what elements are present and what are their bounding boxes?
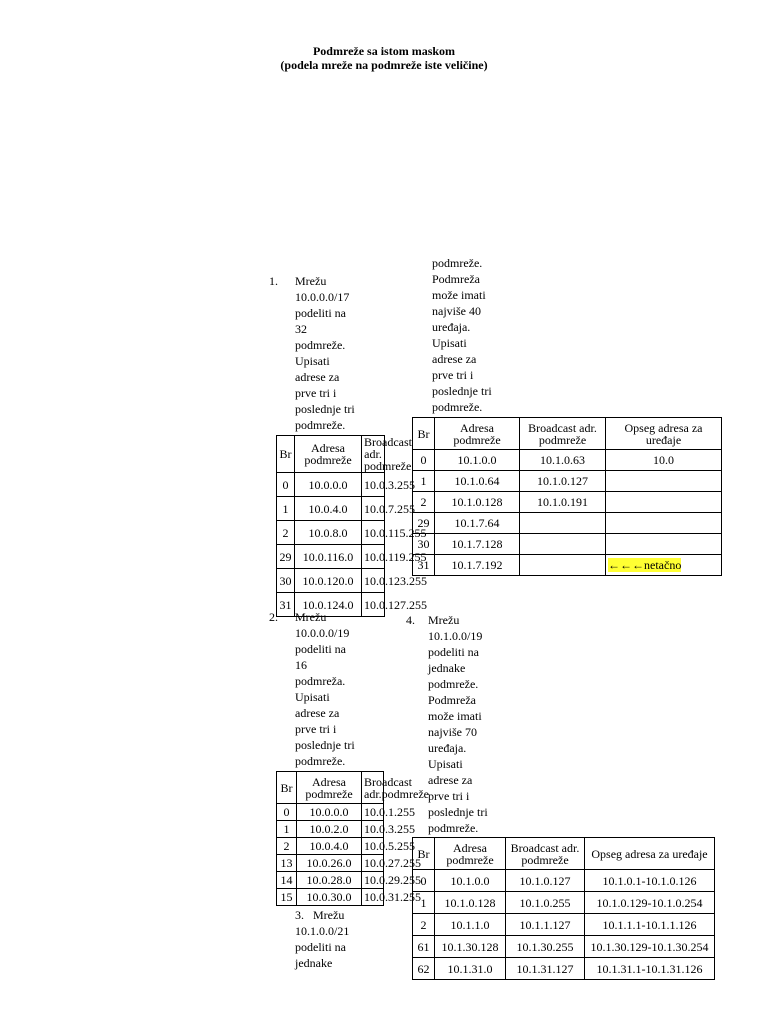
table-row — [413, 936, 715, 958]
cell-range: 10.1.1.1-10.1.1.126 — [585, 914, 715, 936]
cell-broadcast: 10.0.3.255 — [362, 821, 384, 838]
cell-broadcast: 10.1.31.127 — [506, 958, 585, 980]
task4-instructions: Mrežu 10.1.0.0/19 podeliti na jednake podmreže. Podmreža može imati najviše 70 uređaja. Upisati adrese za prve tri i poslednje tri podmreže. — [428, 613, 488, 835]
header-broadcast: Broadcast adr. podmreže — [362, 436, 385, 473]
header-broadcast: Broadcast adr.podmreže — [362, 772, 384, 804]
header-range: Opseg adresa za uređaje — [585, 838, 715, 870]
cell-range: 10.0 — [606, 450, 722, 471]
cell-address: 10.0.116.0 — [295, 545, 362, 569]
cell-address: 10.1.0.64 — [435, 471, 520, 492]
cell-broadcast: 10.0.115.255 — [362, 521, 385, 545]
cell-address: 10.1.7.192 — [435, 555, 520, 576]
table-row — [413, 513, 722, 534]
table-row — [277, 821, 384, 838]
table-row — [277, 889, 384, 906]
cell-broadcast: 10.1.0.255 — [506, 892, 585, 914]
incorrect-note — [608, 558, 681, 572]
cell-br: 29 — [413, 513, 435, 534]
cell-address: 10.0.30.0 — [297, 889, 362, 906]
task2-number: 2. — [269, 610, 278, 624]
cell-br: 14 — [277, 872, 297, 889]
cell-br: 62 — [413, 958, 435, 980]
header-address: Adresa podmreže — [435, 418, 520, 450]
cell-br: 2 — [277, 521, 295, 545]
task3-table — [412, 417, 722, 576]
cell-range — [606, 492, 722, 513]
cell-broadcast: 10.1.30.255 — [506, 936, 585, 958]
cell-broadcast: 10.1.0.127 — [506, 870, 585, 892]
task3-number: 3. — [295, 908, 304, 922]
cell-address: 10.0.28.0 — [297, 872, 362, 889]
cell-br: 1 — [277, 821, 297, 838]
task2-instructions: Mrežu 10.0.0.0/19 podeliti na 16 podmreža. Upisati adrese za prve tri i poslednje tri podmreže. — [295, 610, 355, 768]
cell-address: 10.0.26.0 — [297, 855, 362, 872]
cell-range — [606, 534, 722, 555]
task4-table — [412, 837, 715, 980]
task1-number: 1. — [269, 274, 278, 288]
cell-br: 2 — [413, 914, 435, 936]
table-row — [277, 872, 384, 889]
cell-br: 61 — [413, 936, 435, 958]
cell-address: 10.0.8.0 — [295, 521, 362, 545]
cell-br: 0 — [413, 450, 435, 471]
cell-br: 1 — [277, 497, 295, 521]
header-address: Adresa podmreže — [295, 436, 362, 473]
cell-address: 10.0.124.0 — [295, 593, 362, 617]
cell-broadcast: 10.0.29.255 — [362, 872, 384, 889]
table-row — [413, 492, 722, 513]
cell-br: 2 — [277, 838, 297, 855]
cell-broadcast: 10.0.5.255 — [362, 838, 384, 855]
cell-address: 10.1.0.128 — [435, 492, 520, 513]
table-row — [277, 545, 385, 569]
task4-number: 4. — [406, 613, 415, 627]
cell-broadcast: 10.0.1.255 — [362, 804, 384, 821]
table-row — [277, 838, 384, 855]
cell-br: 1 — [413, 892, 435, 914]
header-br: Br — [277, 772, 297, 804]
cell-address: 10.0.2.0 — [297, 821, 362, 838]
header-range: Opseg adresa za uređaje — [606, 418, 722, 450]
cell-br: 30 — [277, 569, 295, 593]
cell-address: 10.1.0.0 — [435, 450, 520, 471]
cell-range: 10.1.0.1-10.1.0.126 — [585, 870, 715, 892]
cell-br: 1 — [413, 471, 435, 492]
table-row — [413, 958, 715, 980]
incorrect-label: netačno — [644, 558, 682, 572]
cell-address: 10.0.0.0 — [295, 473, 362, 497]
cell-br: 13 — [277, 855, 297, 872]
table-row — [413, 892, 715, 914]
cell-address: 10.0.120.0 — [295, 569, 362, 593]
cell-broadcast: 10.0.7.255 — [362, 497, 385, 521]
task3-instructions-continued: podmreže. Podmreža može imati najviše 40 uređaja. Upisati adrese za prve tri i poslednje tri podmreže. — [432, 256, 492, 414]
table-header-row — [277, 772, 384, 804]
cell-broadcast: 10.0.127.255 — [362, 593, 385, 617]
table-row — [413, 534, 722, 555]
cell-address: 10.1.0.0 — [435, 870, 506, 892]
cell-address: 10.1.7.128 — [435, 534, 520, 555]
cell-broadcast — [520, 534, 606, 555]
cell-br: 0 — [277, 473, 295, 497]
cell-address: 10.1.0.128 — [435, 892, 506, 914]
cell-range: 10.1.0.129-10.1.0.254 — [585, 892, 715, 914]
cell-note — [606, 555, 722, 576]
cell-broadcast: 10.0.119.255 — [362, 545, 385, 569]
cell-br: 2 — [413, 492, 435, 513]
cell-broadcast: 10.0.123.255 — [362, 569, 385, 593]
table-header-row — [413, 418, 722, 450]
cell-br: 30 — [413, 534, 435, 555]
cell-broadcast: 10.1.0.191 — [520, 492, 606, 513]
title-line-1: Podmreže sa istom maskom — [312, 44, 456, 58]
cell-address: 10.0.0.0 — [297, 804, 362, 821]
table-row — [277, 855, 384, 872]
cell-broadcast: 10.1.0.127 — [520, 471, 606, 492]
table-row — [413, 471, 722, 492]
table-header-row — [413, 838, 715, 870]
task1-instructions: Mrežu 10.0.0.0/17 podeliti na 32 podmreže. Upisati adrese za prve tri i poslednje tri podmreže. — [295, 274, 355, 432]
cell-address: 10.1.1.0 — [435, 914, 506, 936]
header-address: Adresa podmreže — [297, 772, 362, 804]
cell-br: 0 — [413, 870, 435, 892]
cell-br: 31 — [277, 593, 295, 617]
table-header-row — [277, 436, 385, 473]
header-address: Adresa podmreže — [435, 838, 506, 870]
cell-address: 10.0.4.0 — [295, 497, 362, 521]
cell-broadcast: 10.1.0.63 — [520, 450, 606, 471]
cell-broadcast: 10.0.27.255 — [362, 855, 384, 872]
page-title — [0, 44, 768, 72]
cell-address: 10.1.7.64 — [435, 513, 520, 534]
table-row — [277, 804, 384, 821]
cell-address: 10.0.4.0 — [297, 838, 362, 855]
task1-table — [276, 435, 427, 617]
title-line-2: (podela mreže na podmreže iste veličine) — [280, 58, 488, 72]
table-row — [413, 450, 722, 471]
table-row — [413, 914, 715, 936]
cell-broadcast: 10.0.3.255 — [362, 473, 385, 497]
table-row — [413, 555, 722, 576]
table-row — [413, 870, 715, 892]
header-br: Br — [413, 418, 435, 450]
cell-range — [606, 471, 722, 492]
header-broadcast: Broadcast adr. podmreže — [520, 418, 606, 450]
task2-table — [276, 771, 429, 906]
cell-br: 29 — [277, 545, 295, 569]
cell-broadcast — [520, 555, 606, 576]
cell-br: 0 — [277, 804, 297, 821]
header-br: Br — [413, 838, 435, 870]
header-broadcast: Broadcast adr. podmreže — [506, 838, 585, 870]
cell-br: 31 — [413, 555, 435, 576]
table-row — [277, 497, 385, 521]
cell-range — [606, 513, 722, 534]
table-row — [277, 569, 385, 593]
cell-broadcast: 10.0.31.255 — [362, 889, 384, 906]
cell-address: 10.1.31.0 — [435, 958, 506, 980]
header-br: Br — [277, 436, 295, 473]
table-row — [277, 521, 385, 545]
cell-broadcast — [520, 513, 606, 534]
cell-broadcast: 10.1.1.127 — [506, 914, 585, 936]
cell-range: 10.1.30.129-10.1.30.254 — [585, 936, 715, 958]
cell-range: 10.1.31.1-10.1.31.126 — [585, 958, 715, 980]
cell-address: 10.1.30.128 — [435, 936, 506, 958]
cell-br: 15 — [277, 889, 297, 906]
table-row — [277, 473, 385, 497]
task3-instructions: Mrežu 10.1.0.0/21 podeliti na jednake — [295, 908, 350, 970]
left-arrows-icon: ←←← — [608, 558, 644, 572]
